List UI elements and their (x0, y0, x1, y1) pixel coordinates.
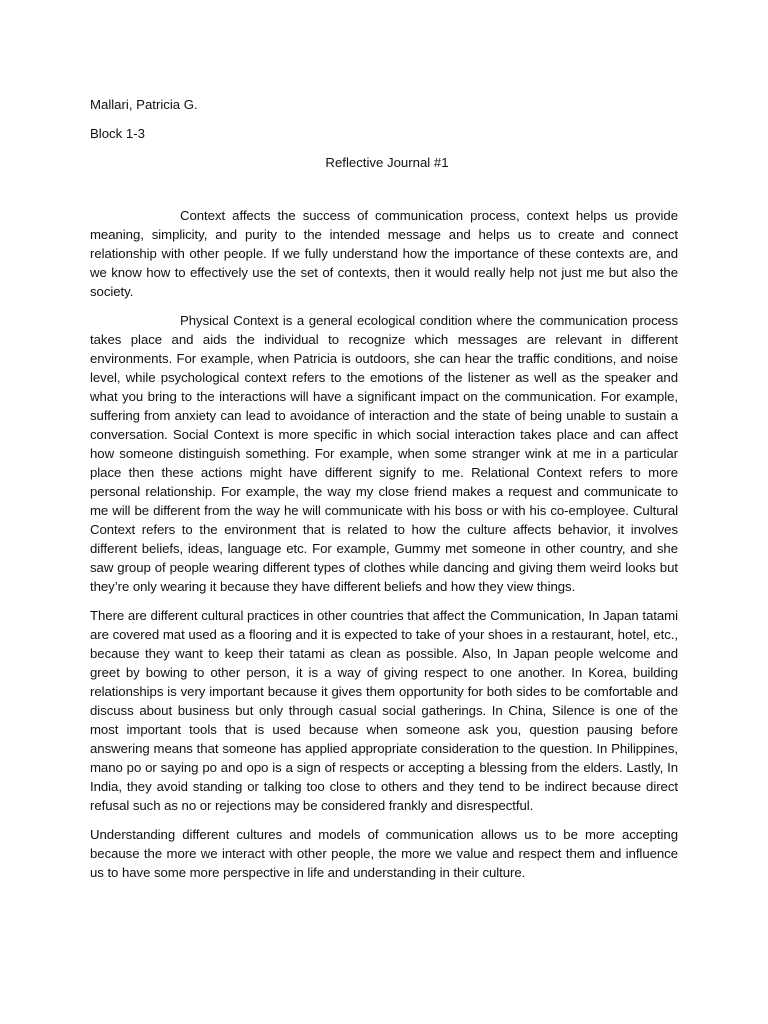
paragraph-context-intro: Context affects the success of communication process, context helps us provide meaning, simplicity, and purity to the intended message and helps us to create and connect relationship with other people. If we fully understand how the importance of these contexts are, and we know how to effectively use the set of contexts, then it would really help not just me but also the society. (90, 208, 678, 299)
paragraph-conclusion: Understanding different cultures and models of communication allows us to be more accepting because the more we interact with other people, the more we value and respect them and influence us to have some more perspective in life and understanding in their culture. (90, 827, 678, 880)
author-name: Mallari, Patricia G. (90, 97, 198, 112)
block-label: Block 1-3 (90, 126, 145, 141)
paragraph-cultural-practices: There are different cultural practices in other countries that affect the Communication, In Japan tatami are covered mat used as a flooring and it is expected to take of your shoes in a restaurant, hotel, etc., because they want to keep their tatami as clean as possible. Also, In Japan people welcome and greet by bowing to other person, it is a way of giving respect to one another. In Korea, building relationships is very important because it gives them opportunity for both sides to be comfortable and discuss about business but only through casual social gatherings. In China, Silence is one of the most important tools that is used because when someone ask you, question pausing before answering means that someone has applied appropriate consideration to the question. In Philippines, mano po or saying po and opo is a sign of respects or accepting a blessing from the elders. Lastly, In India, they avoid standing or talking too close to others and they tend to be indirect because direct refusal such as no or rejections may be considered frankly and disrespectful. (90, 608, 678, 813)
paragraph-types-of-context: Physical Context is a general ecological condition where the communication process takes place and aids the individual to recognize which messages are relevant in different environments. For example, when Patricia is outdoors, she can hear the traffic conditions, and noise level, while psychological context refers to the emotions of the listener as well as the speaker and what you bring to the interactions will have a significant impact on the communication. For example, suffering from anxiety can lead to avoidance of interaction and the state of being unable to sustain a conversation. Social Context is more specific in which social interaction takes place and can affect how someone distinguish something. For example, when some stranger wink at me in a particular place then these actions might have different signify to me. Relational Context refers to more personal relationship. For example, the way my close friend makes a request and communicate to me will be different from the way he will communicate with his boss or with his co-employee. Cultural Context refers to the environment that is related to how the culture affects behavior, it involves different beliefs, ideas, language etc. For example, Gummy met someone in other country, and she saw group of people wearing different types of clothes while dancing and giving them weird looks but they’re only wearing it because they have different beliefs and how they view things. (90, 313, 678, 594)
document-title: Reflective Journal #1 (325, 155, 449, 170)
